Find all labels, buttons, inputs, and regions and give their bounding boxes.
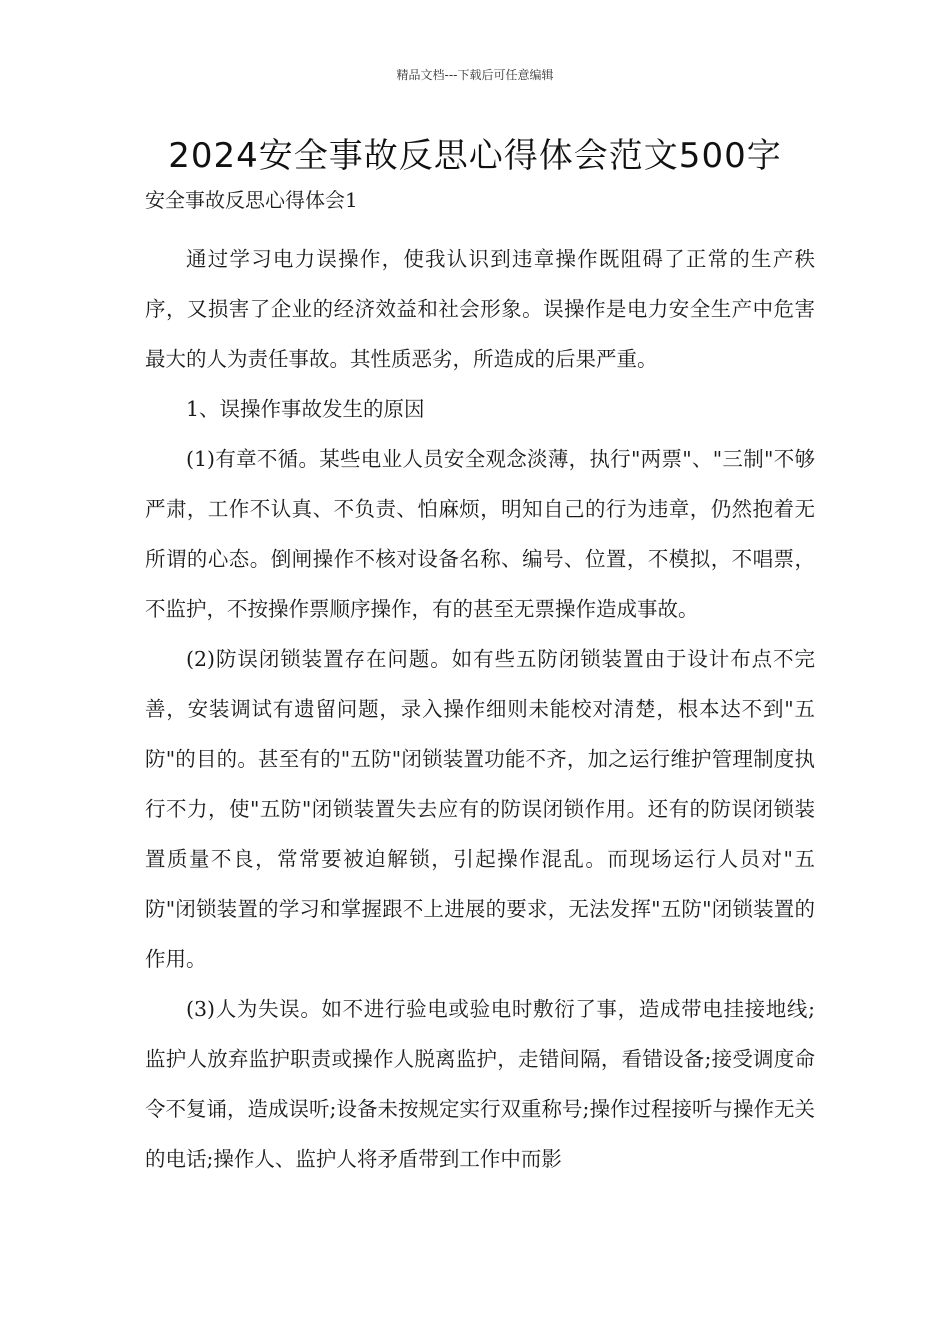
document-title: 2024安全事故反思心得体会范文500字 [168,136,782,176]
paragraph-cause-3: (3)人为失误。如不进行验电或验电时敷衍了事，造成带电挂接地线;监护人放弃监护职责或操作人脱离监护，走错间隔，看错设备;接受调度命令不复诵，造成误听;设备未按规定实行双重称号;操作过程接听与操作无关的电话;操作人、监护人将矛盾带到工作中而影 [145,997,815,1171]
paragraph-cause-2: (2)防误闭锁装置存在问题。如有些五防闭锁装置由于设计布点不完善，安装调试有遗留问题，录入操作细则未能校对清楚，根本达不到"五防"的目的。甚至有的"五防"闭锁装置功能不齐，加之运行维护管理制度执行不力，使"五防"闭锁装置失去应有的防误闭锁作用。还有的防误闭锁装置质量不良，常常要被迫解锁，引起操作混乱。而现场运行人员对"五防"闭锁装置的学习和掌握跟不上进展的要求，无法发挥"五防"闭锁装置的作用。 [145,647,815,971]
section-subtitle: 安全事故反思心得体会1 [145,188,358,212]
paragraph-cause-1: (1)有章不循。某些电业人员安全观念淡薄，执行"两票"、"三制"不够严肃，工作不认真、不负责、怕麻烦，明知自己的行为违章，仍然抱着无所谓的心态。倒闸操作不核对设备名称、编号、位置，不模拟，不唱票，不监护，不按操作票顺序操作，有的甚至无票操作造成事故。 [145,447,815,621]
document-body [145,234,815,1184]
paragraph-heading-causes: 1、误操作事故发生的原因 [186,397,425,421]
header-note: 精品文档---下载后可任意编辑 [396,68,554,82]
paragraph-intro: 通过学习电力误操作，使我认识到违章操作既阻碍了正常的生产秩序，又损害了企业的经济效益和社会形象。误操作是电力安全生产中危害最大的人为责任事故。其性质恶劣，所造成的后果严重。 [145,247,815,371]
